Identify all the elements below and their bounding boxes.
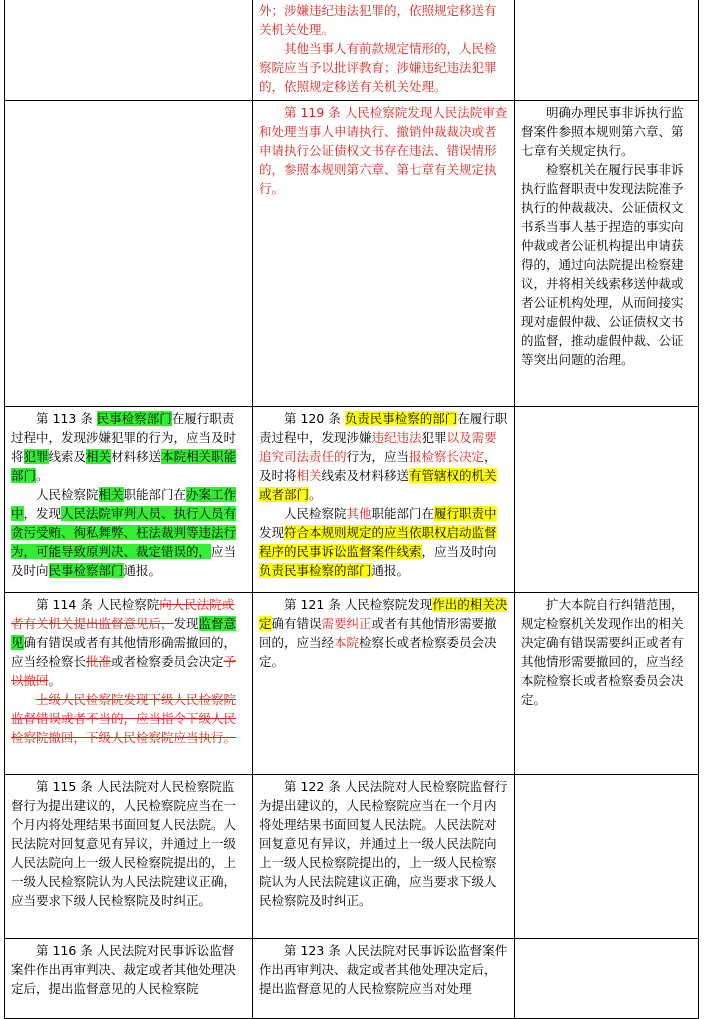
note-cell: 明确办理民事非诉执行监督案件参照本规则第六章、第七章有关规定执行。 检察机关在履行民事非诉执行监督职责中发现法院准予执行的仲裁裁决、公证债权文书系当事人基于捏造的事实向仲裁或者公证机构提出申请获得的，通过向法院提出检察建议，并将相关线索移送仲裁或者公证机构处理，从而间接实现对虚假仲裁、公证债权文书的监督，推动虚假仲裁、公证等突出问题的治理。 [515,101,699,407]
old-article-cell: 第 114 条 人民检察院向人民法院或者有关机关提出监督意见后，发现监督意见确有错误或者有其他情形确需撤回的，应当经检察长批准或者检察委员会决定予以撤回。 上级人民检察院发现下级人民检察院监督错误或者不当的，应当指令下级人民检察院撤回，下级人民检察院应当执行。 [5,593,253,775]
new-article-cell: 第 119 条 人民检察院发现人民法院审查和处理当事人申请执行、撤销仲裁裁决或者申请执行公证债权文书存在违法、错误情形的，参照本规则第六章、第七章有关规定执行。 [253,101,515,407]
new-article-cell: 第 121 条 人民检察院发现作出的相关决定确有错误需要纠正或者有其他情形需要撤回的，应当经本院检察长或者检察委员会决定。 [253,593,515,775]
table-row [5,0,699,101]
note-cell [515,407,699,593]
new-article-cell: 外；涉嫌违纪违法犯罪的，依照规定移送有关机关处理。 其他当事人有前款规定情形的，人民检察院应当予以批评教育；涉嫌违纪违法犯罪的，依照规定移送有关机关处理。 [253,0,515,101]
table-row [5,775,699,939]
new-article-cell: 第 123 条 人民法院对民事诉讼监督案件作出再审判决、裁定或者其他处理决定后，提出监督意见的人民检察院应当对处理 [253,939,515,1019]
old-article-cell: 第 115 条 人民法院对人民检察院监督行为提出建议的，人民检察院应当在一个月内将处理结果书面回复人民法院。人民法院对回复意见有异议，并通过上一级人民法院向上一级人民检察院提出的，上一级人民检察院认为人民法院建议正确，应当要求下级人民检察院及时纠正。 [5,775,253,939]
table-row [5,407,699,593]
table-row [5,939,699,1019]
note-cell [515,0,699,101]
old-article-cell [5,101,253,407]
new-article-cell: 第 122 条 人民法院对人民检察院监督行为提出建议的，人民检察院应当在一个月内将处理结果书面回复人民法院。人民法院对回复意见有异议，并通过上一级人民法院向上一级人民检察院提出的，上一级人民检察院认为人民法院建议正确，应当要求下级人民检察院及时纠正。 [253,775,515,939]
note-cell: 扩大本院自行纠错范围，规定检察机关发现作出的相关决定确有错误需要纠正或者有其他情形需要撤回的，应当经本院检察长或者检察委员会决定。 [515,593,699,775]
table-row [5,593,699,775]
note-cell [515,939,699,1019]
note-cell [515,775,699,939]
old-article-cell: 第 113 条 民事检察部门在履行职责过程中，发现涉嫌犯罪的行为，应当及时将犯罪线索及相关材料移送本院相关职能部门。 人民检察院相关职能部门在办案工作中，发现人民法院审判人员、执行人员有贪污受贿、徇私舞弊、枉法裁判等违法行为，可能导致原判决、裁定错误的，应当及时向民事检察部门通报。 [5,407,253,593]
old-article-cell: 第 116 条 人民法院对民事诉讼监督案件作出再审判决、裁定或者其他处理决定后，提出监督意见的人民检察院 [5,939,253,1019]
regulation-comparison-table [4,0,699,1019]
new-article-cell: 第 120 条 负责民事检察的部门在履行职责过程中，发现涉嫌违纪违法犯罪以及需要追究司法责任的行为，应当报检察长决定，及时将相关线索及材料移送有管辖权的机关或者部门。 人民检察院其他职能部门在履行职责中发现符合本规则规定的应当依职权启动监督程序的民事诉讼监督案件线索，应当及时向负责民事检察的部门通报。 [253,407,515,593]
old-article-cell [5,0,253,101]
table-row [5,101,699,407]
